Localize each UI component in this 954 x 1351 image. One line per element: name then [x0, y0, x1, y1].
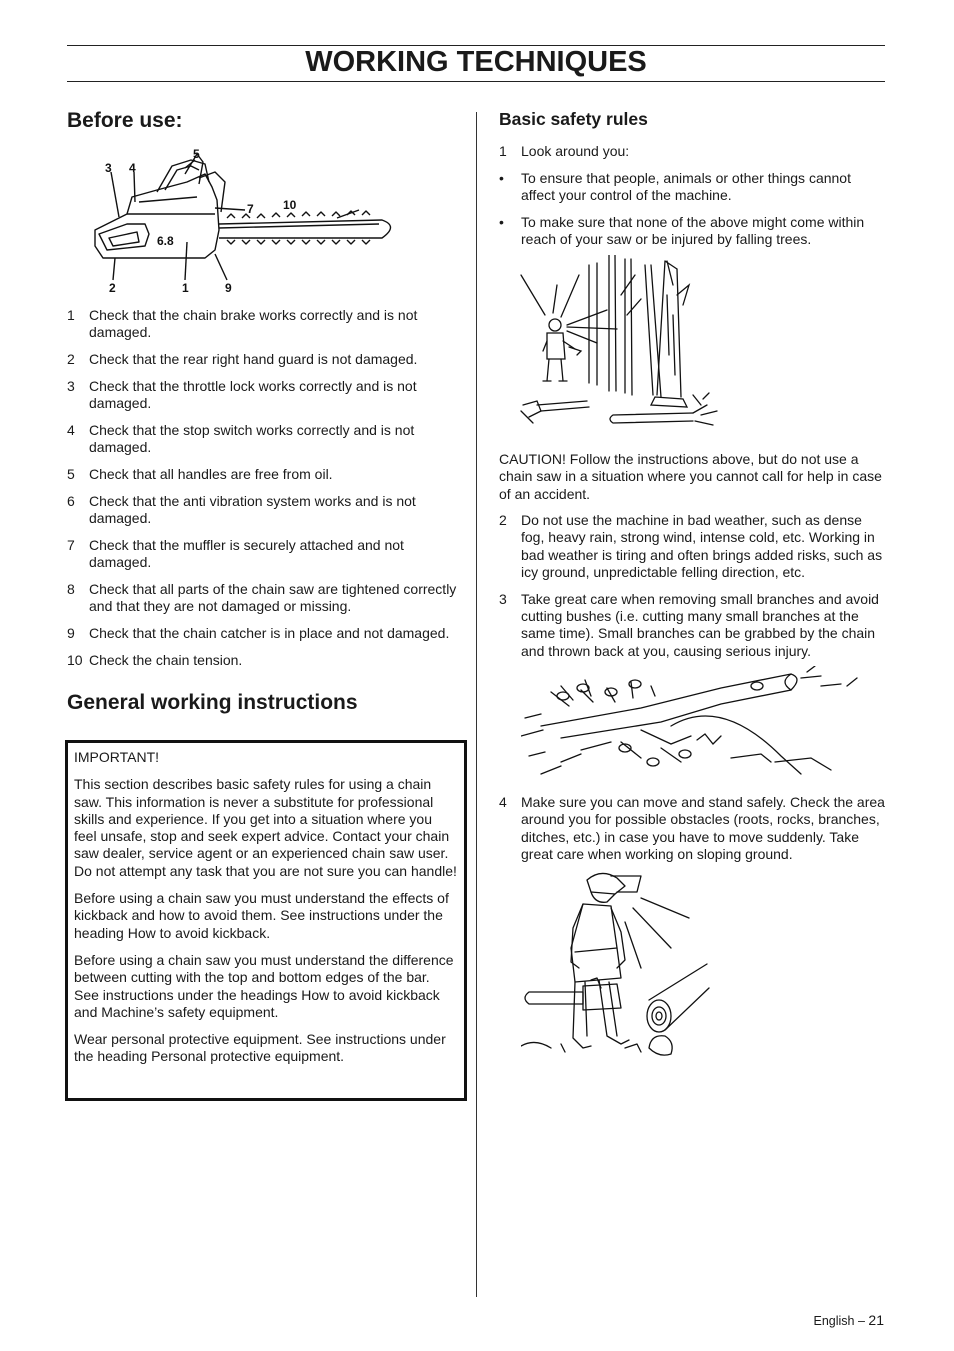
- important-label: IMPORTANT!: [74, 749, 160, 765]
- important-paragraph-3: Before using a chain saw you must understand the difference between cutting with the top and bottom edges of the bar. See instructions under the headings How to avoid kickback and Machine’s safety equipment.: [74, 951, 454, 1020]
- figure-label-5: 5: [193, 147, 200, 161]
- look-around-list: [499, 143, 885, 248]
- general-instructions-heading: General working instructions: [67, 691, 358, 714]
- forest-worker-figure: [517, 255, 737, 440]
- list-item: • To ensure that people, animals or other things cannot affect your control of the machine.: [499, 169, 851, 204]
- column-divider: [476, 112, 477, 1297]
- important-paragraph-2: Before using a chain saw you must understand the effects of kickback and how to avoid them. See instructions under the heading How to avoid kickback.: [74, 890, 449, 941]
- footer-dash: –: [857, 1314, 865, 1328]
- before-use-list: [67, 307, 457, 669]
- list-item: 5 Check that all handles are free from oil.: [67, 466, 333, 483]
- standing-safely-list: [499, 794, 885, 863]
- branches-log-figure: [521, 666, 866, 781]
- basic-safety-rules-heading: Basic safety rules: [499, 109, 648, 129]
- important-box: [65, 740, 467, 1101]
- list-item: 1 Check that the chain brake works correctly and is not damaged.: [67, 307, 418, 341]
- figure-label-3: 3: [105, 161, 112, 175]
- figure-label-10: 10: [283, 198, 297, 212]
- list-item: 2 Do not use the machine in bad weather, such as dense fog, heavy rain, strong wind, intense cold, etc. Working in bad weather is tiring and often brings added risks, such as icy ground, unpredictable felling direction, etc.: [499, 512, 883, 580]
- list-item: 4 Make sure you can move and stand safely. Check the area around you for possible obstacles (roots, rocks, branches, ditches, etc.) in case you have to move suddenly. Take great care when working on sloping ground.: [499, 794, 885, 862]
- figure-label-6-8: 6.8: [157, 234, 174, 248]
- important-paragraph-1: This section describes basic safety rules for using a chain saw. This information is never a substitute for professional skills and experience. If you get into a situation where you feel unsafe, stop and seek expert advice. Contact your chain saw dealer, service agent or an experienced chain saw user. Do not attempt any task that you are not sure you can handle!: [74, 776, 457, 879]
- important-paragraph-4: Wear personal protective equipment. See instructions under the heading Personal protective equipment.: [74, 1031, 446, 1065]
- page-footer: [814, 1312, 885, 1328]
- figure-label-1: 1: [182, 281, 189, 295]
- chainsaw-parts-figure: [87, 142, 407, 297]
- figure-label-9: 9: [225, 281, 232, 295]
- list-item: 3 Check that the throttle lock works correctly and is not damaged.: [67, 377, 417, 412]
- worker-obstacles-figure: [521, 868, 721, 1060]
- page-title: WORKING TECHNIQUES: [305, 46, 647, 78]
- list-item: 7 Check that the muffler is securely attached and not damaged.: [67, 536, 404, 571]
- figure-label-7: 7: [247, 202, 254, 216]
- figure-label-4: 4: [129, 161, 136, 175]
- caution-paragraph: CAUTION! Follow the instructions above, but do not use a chain saw in a situation where you cannot call for help in case of an accident.: [499, 451, 882, 502]
- list-item: 9 Check that the chain catcher is in place and not damaged.: [67, 625, 450, 642]
- list-item: • To make sure that none of the above might come within reach of your saw or be injured by falling trees.: [499, 213, 865, 248]
- before-use-heading: Before use:: [67, 109, 183, 132]
- list-item: 1 Look around you:: [499, 143, 630, 159]
- list-item: 8 Check that all parts of the chain saw are tightened correctly and that they are not damaged or missing.: [67, 581, 457, 615]
- page-number: 21: [868, 1312, 884, 1328]
- footer-language: English: [813, 1314, 855, 1328]
- list-item: 2 Check that the rear right hand guard is not damaged.: [67, 351, 418, 368]
- figure-label-2: 2: [109, 281, 116, 295]
- list-item: 6 Check that the anti vibration system works and is not damaged.: [67, 492, 416, 527]
- list-item: 3 Take great care when removing small branches and avoid cutting bushes (i.e. cutting many small branches at the same time). Small branches can be grabbed by the chain and thrown back at you, causing serious injury.: [499, 590, 879, 659]
- list-item: 4 Check that the stop switch works correctly and is not damaged.: [67, 421, 415, 456]
- header-rule-bottom: [67, 81, 885, 82]
- weather-bushes-list: [499, 512, 885, 660]
- list-item: 10 Check the chain tension.: [67, 651, 243, 668]
